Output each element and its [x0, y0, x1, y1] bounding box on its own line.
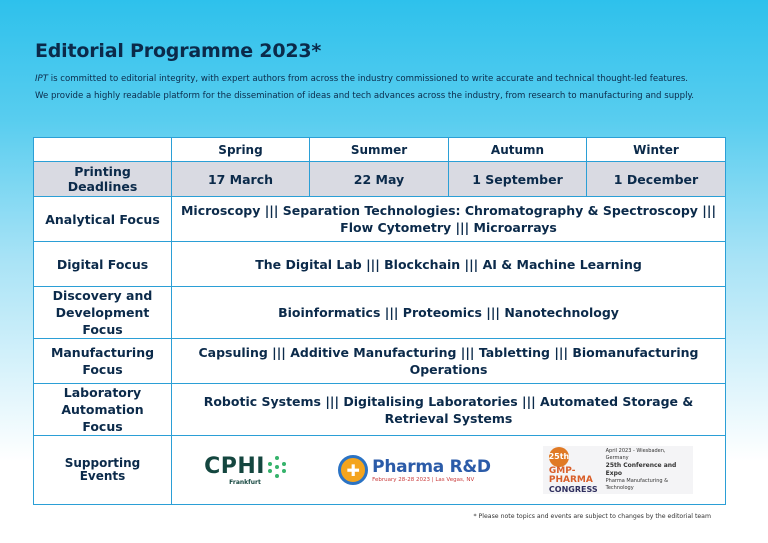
gmp-detail-title: 25th Conference and Expo [605, 462, 677, 477]
editorial-table [33, 137, 726, 505]
focus-row-discovery [34, 287, 726, 339]
events-logos-cell [172, 436, 726, 505]
cphi-logo[interactable] [204, 454, 286, 486]
season-winter: Winter [587, 138, 726, 162]
deadline-summer: 22 May [310, 162, 449, 197]
events-row [34, 436, 726, 505]
season-header-row [34, 138, 726, 162]
gmp-wordmark [549, 447, 598, 494]
intro-text [35, 71, 755, 105]
page-title: Editorial Programme 2023* [35, 40, 322, 62]
intro-publication-name: IPT [35, 74, 48, 84]
focus-topics: Capsuling ||| Additive Manufacturing ||| Tabletting ||| Biomanufacturing Operations [172, 339, 726, 384]
season-autumn: Autumn [449, 138, 587, 162]
pharma-rd-text [372, 457, 491, 483]
focus-topics: Bioinformatics ||| Proteomics ||| Nanotechnology [172, 287, 726, 339]
season-summer: Summer [310, 138, 449, 162]
focus-row-analytical [34, 197, 726, 242]
focus-row-automation [34, 384, 726, 436]
gmp-detail-sub: Pharma Manufacturing & Technology [605, 478, 669, 491]
focus-row-digital [34, 242, 726, 287]
deadline-autumn: 1 September [449, 162, 587, 197]
focus-topics: The Digital Lab ||| Blockchain ||| AI & Machine Learning [172, 242, 726, 287]
intro-line-2: We provide a highly readable platform for the dissemination of ideas and tech advances across the industry, from research to manufacturing and supply. [35, 91, 695, 101]
deadline-spring: 17 March [172, 162, 310, 197]
focus-label: Manufacturing Focus [34, 339, 172, 384]
season-spring: Spring [172, 138, 310, 162]
cphi-dots-icon [268, 456, 286, 478]
focus-topics: Robotic Systems ||| Digitalising Laboratories ||| Automated Storage & Retrieval Systems [172, 384, 726, 436]
event-logos [178, 436, 719, 504]
pharma-cross-icon: ✚ [338, 455, 368, 485]
cphi-wordmark [204, 454, 286, 479]
gmp-pharma-congress-logo[interactable] [543, 446, 693, 494]
events-label: Supporting Events [34, 436, 172, 505]
focus-label: Discovery and Development Focus [34, 287, 172, 339]
gmp-line-3: CONGRESS [548, 484, 598, 494]
focus-label: Laboratory Automation Focus [34, 384, 172, 436]
pharma-rd-date: February 28-28 2023 | Las Vegas, NV [372, 477, 475, 483]
gmp-line-2: PHARMA [548, 474, 593, 485]
cphi-brand-text: CPHI [204, 454, 265, 479]
intro-line-1-text: is committed to editorial integrity, with expert authors from across the industry commissioned to write accurate and technical thought-led features. [47, 74, 689, 84]
footnote: * Please note topics and events are subject to changes by the editorial team [473, 513, 711, 520]
focus-row-manufacturing [34, 339, 726, 384]
gmp-detail-top: April 2023 - Wiesbaden, Germany [605, 448, 666, 461]
header-blank-cell [34, 138, 172, 162]
deadline-winter: 1 December [587, 162, 726, 197]
intro-line-1 [35, 71, 755, 88]
deadlines-label: Printing Deadlines [34, 162, 172, 197]
focus-label: Analytical Focus [34, 197, 172, 242]
pharma-rd-name: Pharma R&D [372, 457, 491, 477]
anniversary-badge-icon: 25th [549, 447, 569, 467]
pharma-rd-logo[interactable] [338, 455, 491, 485]
focus-topics: Microscopy ||| Separation Technologies: Chromatography & Spectroscopy ||| Flow Cytometry ||| Microarrays [172, 197, 726, 242]
deadlines-row [34, 162, 726, 197]
cphi-location: Frankfurt [229, 479, 261, 486]
gmp-details [606, 448, 687, 492]
focus-label: Digital Focus [34, 242, 172, 287]
gmp-line-1: GMP- [548, 465, 576, 476]
